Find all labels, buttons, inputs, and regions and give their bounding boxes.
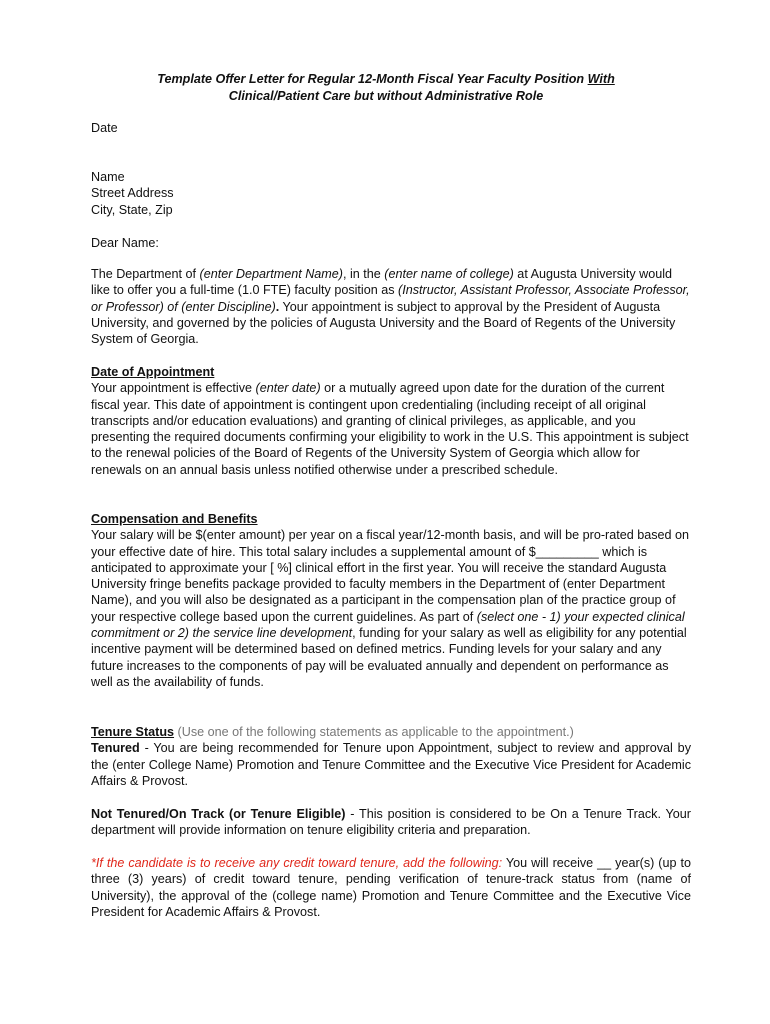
tenure-credit-paragraph: *If the candidate is to receive any credit toward tenure, add the following: You will receive __ year(s) (up to three (3) years) of credit toward tenure, pending verification of tenure-track status from (name of University), the approval of the (college name) Promotion and Tenure Committee and the Executive Vice President for Academic Affairs & Provost. <box>91 856 691 919</box>
letter-title <box>91 71 681 104</box>
tenure-section <box>91 724 691 789</box>
greeting: Dear Name: <box>91 236 159 250</box>
appointment-paragraph: Your appointment is effective (enter date) or a mutually agreed upon date for the duration of the current fiscal year. This date of appointment is contingent upon credentialing (including receipt of all original transcripts and/or education evaluations) and granting of clinical privileges, as applicable, and you presenting the required documents confirming your eligibility to work in the U.S. This appointment is subject to the renewal policies of the Board of Regents of the University System of Georgia which allow for renewals on an annual basis unless notified otherwise under a prescribed schedule. <box>91 381 689 477</box>
title-with: With <box>587 72 615 86</box>
city-state-zip: City, State, Zip <box>91 202 173 217</box>
address-block <box>91 169 691 218</box>
tenure-heading: Tenure Status <box>91 725 175 739</box>
street-address: Street Address <box>91 186 174 201</box>
tenured-paragraph: Tenured - You are being recommended for Tenure upon Appointment, subject to review and approval by the (enter College Name) Promotion and Tenure Committee and the Executive Vice President for Academic Affairs & Provost. <box>91 741 691 788</box>
appointment-date-placeholder: (enter date) <box>255 381 321 396</box>
tenure-credit-instruction: *If the candidate is to receive any credit toward tenure, add the following: <box>91 856 503 870</box>
appointment-section <box>91 364 691 478</box>
recipient-name: Name <box>91 170 125 184</box>
compensation-section <box>91 511 691 690</box>
intro-paragraph: The Department of (enter Department Name), in the (enter name of college) at Augusta University would like to offer you a full-time (1.0 FTE) faculty position as (Instructor, Assistant Professor, Associate Professor, or Professor) of (enter Discipline). Your appointment is subject to approval by the President of Augusta University, and governed by the policies of Augusta University and the Board of Regents of the University System of Georgia. <box>91 267 690 347</box>
tenure-note: (Use one of the following statements as applicable to the appointment.) <box>174 725 574 739</box>
date-line: Date <box>91 121 118 135</box>
tenure-track-paragraph: Not Tenured/On Track (or Tenure Eligible) - This position is considered to be On a Tenure Track. Your department will provide information on tenure eligibility criteria and preparation. <box>91 807 691 838</box>
intro-rank-placeholder: (Instructor, Assistant Professor, Associate Professor, or Professor) of (enter Discipline) <box>91 283 690 314</box>
tenure-track-label: Not Tenured/On Track (or Tenure Eligible) <box>91 807 346 821</box>
title-line-2: Clinical/Patient Care but without Administrative Role <box>228 88 544 103</box>
intro-college-placeholder: (enter name of college) <box>384 267 514 281</box>
tenured-label: Tenured <box>91 741 140 756</box>
tenure-heading-line <box>91 724 691 740</box>
appointment-heading: Date of Appointment <box>91 365 215 379</box>
intro-dept-placeholder: (enter Department Name) <box>199 267 343 281</box>
compensation-heading: Compensation and Benefits <box>91 512 258 526</box>
compensation-paragraph: Your salary will be $(enter amount) per year on a fiscal year/12-month basis, and will be pro-rated based on your effective date of hire. This total salary includes a supplemental amount of $_________ which is anticipated to approximate your [ %] clinical effort in the first year. You will receive the standard Augusta University fringe benefits package provided to faculty members in the Department of (enter Department Name), and you will also be designated as a participant in the compensation plan of the practice group of your respective college based upon the current guidelines. As part of (select one - 1) your expected clinical commitment or 2) the service line development, funding for your salary as well as eligibility for any potential incentive payment will be determined based on defined metrics. Funding levels for your salary and any future increases to the components of pay will be evaluated annually and dependent on performance as well as the availability of funds. <box>91 528 690 689</box>
title-line-1: Template Offer Letter for Regular 12-Month Fiscal Year Faculty Position With <box>157 72 615 86</box>
compensation-select-placeholder: (select one - 1) your expected clinical commitment or 2) the service line development <box>91 609 685 641</box>
